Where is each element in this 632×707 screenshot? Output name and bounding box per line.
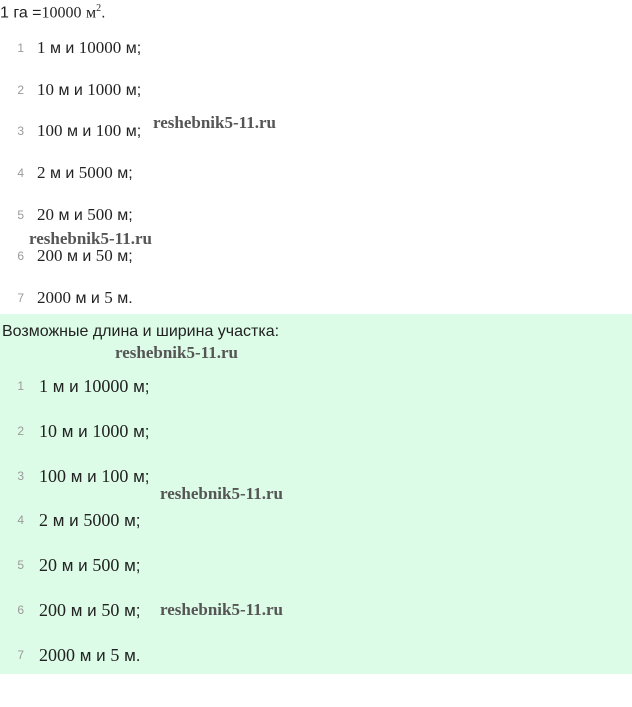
width-value: 1000 xyxy=(92,420,129,441)
width-value: 5000 xyxy=(78,163,113,183)
list-item xyxy=(0,163,141,205)
width-value: 500 xyxy=(87,204,113,224)
unit-text: м; xyxy=(112,248,133,266)
header-equation xyxy=(0,3,106,22)
list-item xyxy=(0,645,150,690)
list-item-text xyxy=(39,421,150,442)
unit-text: м; xyxy=(119,600,141,620)
unit-text: м; xyxy=(121,81,142,99)
unit-text: м и xyxy=(57,421,93,441)
list-item-number: 6 xyxy=(17,602,24,617)
list-item-text xyxy=(39,510,141,531)
length-value: 2 xyxy=(39,510,48,531)
unit-text: м и xyxy=(75,645,111,665)
list-item-text xyxy=(39,376,150,397)
list-item xyxy=(0,421,150,466)
list-item-number: 1 xyxy=(17,41,24,55)
answer-box xyxy=(0,314,632,674)
unit-text: м и xyxy=(66,466,102,486)
width-value: 1000 xyxy=(87,79,122,99)
header-value: 10000 xyxy=(41,4,82,22)
width-value: 10000 xyxy=(78,38,122,57)
list-item xyxy=(0,555,150,600)
unit-text: м и xyxy=(45,40,79,57)
list-item xyxy=(0,246,141,288)
unit-text: м; xyxy=(119,556,141,576)
length-value: 2000 xyxy=(37,288,71,308)
length-value: 100 xyxy=(37,121,63,141)
unit-text: м и xyxy=(62,123,96,141)
list-item-text xyxy=(37,38,141,58)
length-value: 10 xyxy=(39,420,57,441)
header-prefix: 1 га = xyxy=(0,4,42,22)
length-value: 100 xyxy=(39,465,66,486)
answer-list xyxy=(0,376,150,690)
list-item-number: 2 xyxy=(17,423,24,438)
width-value: 5000 xyxy=(83,510,120,531)
width-value: 50 xyxy=(101,599,120,620)
unit-text: м и xyxy=(57,556,93,576)
list-item-number: 3 xyxy=(17,468,24,483)
header-exponent: 2 xyxy=(96,3,102,14)
list-item-number: 4 xyxy=(17,513,24,528)
header-unit: м xyxy=(85,4,97,22)
unit-text: м; xyxy=(121,40,142,57)
list-item-text xyxy=(39,645,141,666)
unit-text: м; xyxy=(112,165,133,183)
list-item-text xyxy=(37,288,133,308)
width-value: 100 xyxy=(101,465,129,486)
unit-text: м и xyxy=(48,377,84,396)
unit-text: м и xyxy=(54,81,88,99)
unit-text: м и xyxy=(54,206,88,224)
unit-text: м и xyxy=(66,600,102,620)
watermark: reshebnik5-11.ru xyxy=(115,343,238,362)
unit-text: м и xyxy=(71,290,105,308)
length-value: 1 xyxy=(39,376,48,396)
list-item-number: 3 xyxy=(17,124,24,139)
list-item-number: 7 xyxy=(17,647,24,662)
width-value: 500 xyxy=(92,555,120,576)
width-value: 5 xyxy=(110,644,120,665)
length-value: 200 xyxy=(39,599,66,620)
width-value: 5 xyxy=(104,288,113,308)
list-item-text xyxy=(39,555,141,576)
width-value: 50 xyxy=(95,246,113,266)
unit-text: м; xyxy=(128,466,150,486)
unit-text: м и xyxy=(45,165,79,183)
list-item xyxy=(0,80,141,122)
length-value: 2 xyxy=(37,163,46,183)
list-item-number: 1 xyxy=(17,379,24,393)
list-item xyxy=(0,466,150,511)
list-item-number: 5 xyxy=(17,558,24,573)
unit-text: м; xyxy=(121,123,142,141)
length-value: 10 xyxy=(37,79,54,99)
length-value: 2000 xyxy=(39,644,75,665)
unit-text: м и xyxy=(62,248,96,266)
list-item xyxy=(0,600,150,645)
list-item xyxy=(0,121,141,163)
list-item-text xyxy=(39,600,141,621)
list-item-text xyxy=(37,246,133,266)
unit-text: м; xyxy=(119,511,141,531)
list-item xyxy=(0,38,141,80)
options-list xyxy=(0,38,141,330)
unit-text: м; xyxy=(128,377,150,396)
watermark: reshebnik5-11.ru xyxy=(29,229,152,248)
list-item-number: 4 xyxy=(17,166,24,181)
length-value: 20 xyxy=(39,555,57,576)
list-item-number: 6 xyxy=(17,249,24,264)
list-item xyxy=(0,376,150,421)
list-item-number: 7 xyxy=(17,291,24,306)
unit-text: м. xyxy=(119,645,141,665)
list-item-text xyxy=(37,80,141,100)
width-value: 10000 xyxy=(83,376,129,396)
answer-title: Возможные длина и ширина участка: xyxy=(2,323,280,340)
unit-text: м и xyxy=(48,511,84,531)
list-item-text xyxy=(37,205,133,225)
unit-text: м; xyxy=(112,206,133,224)
list-item-text xyxy=(37,163,133,183)
list-item-number: 5 xyxy=(17,207,24,222)
header-suffix: . xyxy=(101,4,106,22)
length-value: 200 xyxy=(37,246,63,266)
width-value: 100 xyxy=(95,121,122,141)
list-item-text xyxy=(39,466,150,487)
watermark: reshebnik5-11.ru xyxy=(160,600,283,619)
list-item-number: 2 xyxy=(17,82,24,97)
unit-text: м. xyxy=(112,290,133,308)
watermark: reshebnik5-11.ru xyxy=(160,484,283,503)
list-item-text xyxy=(37,121,141,141)
watermark: reshebnik5-11.ru xyxy=(153,113,276,132)
length-value: 1 xyxy=(37,38,46,57)
list-item xyxy=(0,510,150,555)
length-value: 20 xyxy=(37,204,54,224)
unit-text: м; xyxy=(128,421,150,441)
